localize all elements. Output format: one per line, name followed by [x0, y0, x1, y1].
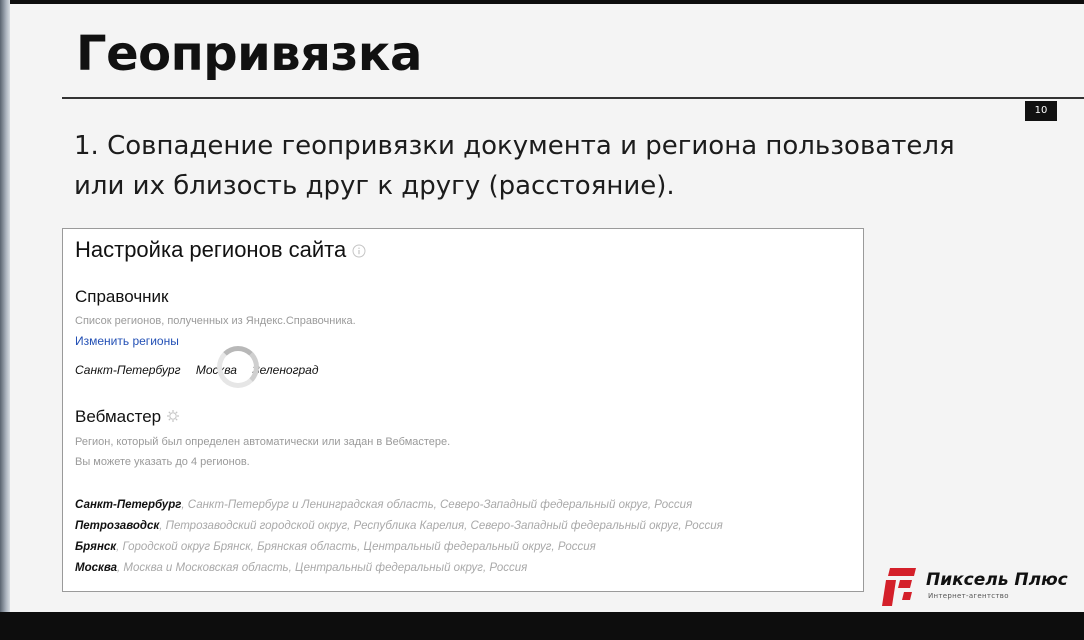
subtitle-line-1: 1. Совпадение геопривязки документа и региона пользователя	[74, 131, 955, 161]
region-name: Брянск	[75, 541, 117, 553]
region-detail: , Санкт-Петербург и Ленинградская область, Северо-Западный федеральный округ, Россия	[181, 499, 693, 511]
info-icon[interactable]	[352, 238, 366, 264]
site-regions-panel	[62, 228, 864, 592]
presentation-slide	[10, 4, 1084, 612]
webmaster-title-text: Вебмастер	[75, 407, 162, 426]
region-detail: , Москва и Московская область, Центральный федеральный округ, Россия	[117, 562, 528, 574]
webmaster-region-row	[75, 537, 855, 558]
region-name: Петрозаводск	[75, 520, 160, 532]
region-name: Санкт-Петербург	[75, 499, 182, 511]
logo-name: Пиксель Плюс	[926, 570, 1068, 590]
directory-region-chip: Санкт-Петербург	[75, 363, 181, 377]
logo-tagline: Интернет-агентство	[928, 592, 1009, 600]
directory-region-list	[75, 363, 331, 377]
webmaster-section-title	[75, 407, 180, 428]
webmaster-description-1: Регион, который был определен автоматически или задан в Вебмастере.	[75, 436, 451, 448]
directory-region-chip: Москва	[195, 363, 237, 377]
webmaster-region-row	[75, 495, 855, 516]
bottom-bar	[0, 612, 1084, 640]
webmaster-description-2: Вы можете указать до 4 регионов.	[75, 456, 250, 468]
directory-section-title: Справочник	[75, 287, 169, 306]
panel-title-text: Настройка регионов сайта	[75, 237, 347, 262]
change-regions-link[interactable]: Изменить регионы	[75, 334, 179, 348]
loading-spinner	[217, 346, 259, 388]
directory-description: Список регионов, полученных из Яндекс.Справочника.	[75, 315, 356, 327]
region-name: Москва	[75, 562, 118, 574]
webmaster-region-row	[75, 558, 855, 579]
company-logo	[878, 564, 1068, 610]
title-divider	[62, 97, 1084, 99]
slide-title: Геопривязка	[76, 26, 422, 82]
region-detail: , Петрозаводский городской округ, Республика Карелия, Северо-Западный федеральный округ, Россия	[159, 520, 723, 532]
region-detail: , Городской округ Брянск, Брянская область, Центральный федеральный округ, Россия	[116, 541, 596, 553]
slide-subtitle	[74, 126, 1014, 206]
webmaster-region-row	[75, 516, 855, 537]
subtitle-line-2: или их близость друг к другу (расстояние).	[74, 171, 675, 201]
panel-title	[75, 237, 366, 264]
directory-region-chip: Зеленоград	[252, 363, 319, 377]
webmaster-region-list	[75, 495, 855, 579]
gear-icon[interactable]	[166, 408, 180, 428]
left-background-strip	[0, 0, 10, 612]
pixel-logo-icon	[880, 564, 920, 610]
page-number: 10	[1025, 101, 1057, 121]
